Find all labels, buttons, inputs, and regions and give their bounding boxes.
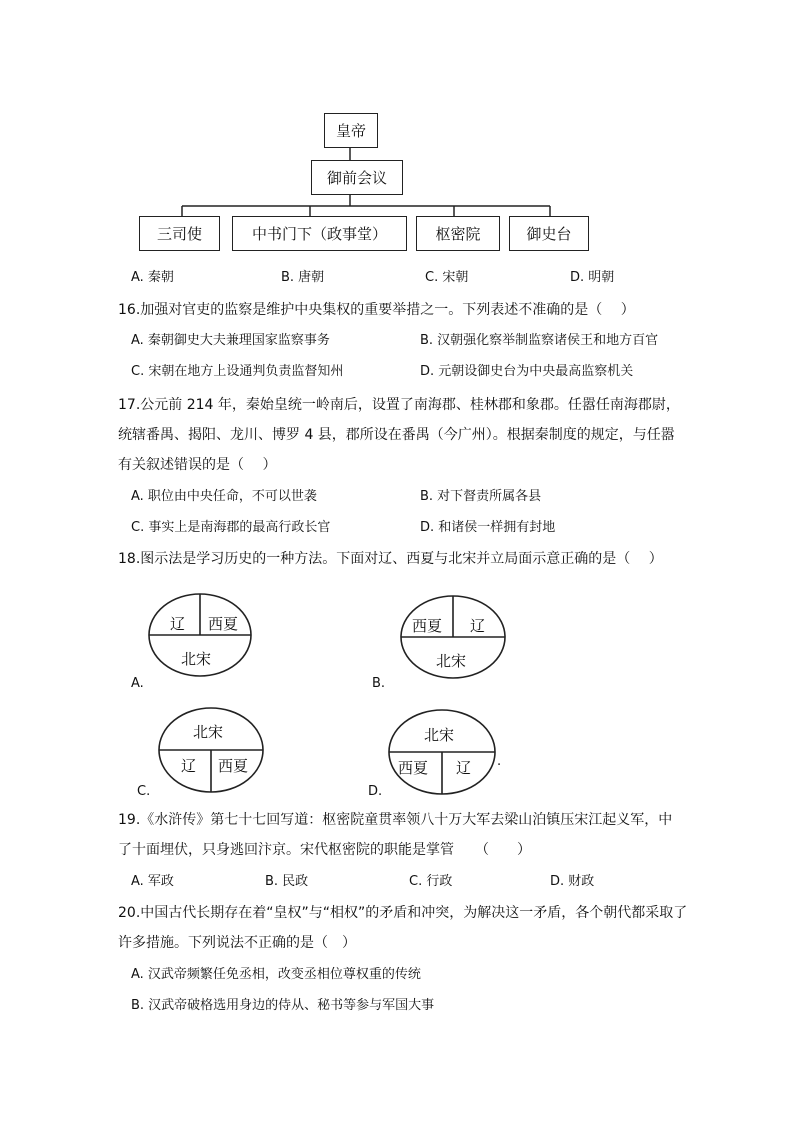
q19-option-c[interactable]: C. 行政 bbox=[409, 874, 453, 889]
q17-option-c[interactable]: C. 事实上是南海郡的最高行政长官 bbox=[131, 520, 331, 535]
q18-a-label-upper-left: 辽 bbox=[170, 615, 186, 633]
q19-option-a[interactable]: A. 军政 bbox=[131, 874, 174, 889]
q16-option-b[interactable]: B. 汉朝强化察举制监察诸侯王和地方百官 bbox=[420, 333, 659, 348]
q18-option-c[interactable]: C. bbox=[137, 784, 151, 799]
org-box-yushitai: 御史台 bbox=[509, 216, 589, 251]
q18-b-label-upper-right: 辽 bbox=[470, 617, 486, 635]
q18-c-label-upper: 北宋 bbox=[193, 723, 224, 741]
q18-diagram-d-circle bbox=[388, 709, 496, 795]
q18-trailing-mark: . bbox=[497, 754, 502, 769]
q20-stem-line-2: 许多措施。下列说法不正确的是（ ） bbox=[118, 935, 356, 951]
q18-c-label-lower-left: 辽 bbox=[181, 757, 197, 775]
q16-option-a[interactable]: A. 秦朝御史大夫兼理国家监察事务 bbox=[131, 333, 330, 348]
q16-option-c[interactable]: C. 宋朝在地方上设通判负责监督知州 bbox=[131, 364, 344, 379]
q15-option-b[interactable]: B. 唐朝 bbox=[281, 270, 325, 285]
org-box-sansishi: 三司使 bbox=[139, 216, 220, 251]
q17-option-b[interactable]: B. 对下督责所属各县 bbox=[420, 489, 542, 504]
q18-b-label-lower: 北宋 bbox=[436, 652, 467, 670]
q18-stem: 18.图示法是学习历史的一种方法。下面对辽、西夏与北宋并立局面示意正确的是（ ） bbox=[118, 551, 663, 567]
org-box-emperor: 皇帝 bbox=[324, 113, 378, 148]
q18-d-label-upper: 北宋 bbox=[424, 726, 455, 744]
q18-a-label-lower: 北宋 bbox=[181, 650, 212, 668]
org-box-shumiyuan: 枢密院 bbox=[416, 216, 500, 251]
q20-option-a[interactable]: A. 汉武帝频繁任免丞相，改变丞相位尊权重的传统 bbox=[131, 967, 421, 982]
org-box-imperial-council: 御前会议 bbox=[311, 160, 403, 195]
q18-option-a[interactable]: A. bbox=[131, 676, 144, 691]
q17-option-d[interactable]: D. 和诸侯一样拥有封地 bbox=[420, 520, 556, 535]
q18-option-d[interactable]: D. bbox=[368, 784, 383, 799]
q16-option-d[interactable]: D. 元朝设御史台为中央最高监察机关 bbox=[420, 364, 634, 379]
q17-stem-line-1: 17.公元前 214 年，秦始皇统一岭南后，设置了南海郡、桂林郡和象郡。任嚣任南海郡尉， bbox=[118, 397, 680, 413]
q19-stem-line-1: 19.《水浒传》第七十七回写道：枢密院童贯率领八十万大军去梁山泊镇压宋江起义军，中 bbox=[118, 812, 673, 828]
q19-stem-line-2: 了十面埋伏，只身逃回汴京。宋代枢密院的职能是掌管 （ ） bbox=[118, 842, 531, 858]
q15-option-d[interactable]: D. 明朝 bbox=[570, 270, 615, 285]
q17-option-a[interactable]: A. 职位由中央任命，不可以世袭 bbox=[131, 489, 317, 504]
q18-d-label-lower-right: 辽 bbox=[456, 759, 472, 777]
q20-option-b[interactable]: B. 汉武帝破格选用身边的侍从、秘书等参与军国大事 bbox=[131, 998, 435, 1013]
q15-option-a[interactable]: A. 秦朝 bbox=[131, 270, 174, 285]
q18-diagram-c-circle bbox=[158, 707, 264, 793]
q20-stem-line-1: 20.中国古代长期存在着“皇权”与“相权”的矛盾和冲突，为解决这一矛盾，各个朝代都采取了 bbox=[118, 905, 688, 921]
q18-option-b[interactable]: B. bbox=[372, 676, 386, 691]
q18-a-label-upper-right: 西夏 bbox=[208, 615, 239, 633]
q18-c-label-lower-right: 西夏 bbox=[218, 757, 249, 775]
q17-stem-line-2: 统辖番禺、揭阳、龙川、博罗 4 县，郡所设在番禺（今广州）。根据秦制度的规定，与任嚣 bbox=[118, 427, 675, 443]
q16-stem: 16.加强对官吏的监察是维护中央集权的重要举措之一。下列表述不准确的是（ ） bbox=[118, 302, 635, 318]
q17-stem-line-3: 有关叙述错误的是（ ） bbox=[118, 457, 277, 473]
org-box-zhongshu-menxia: 中书门下（政事堂） bbox=[232, 216, 407, 251]
q19-option-b[interactable]: B. 民政 bbox=[265, 874, 309, 889]
q18-b-label-upper-left: 西夏 bbox=[412, 617, 443, 635]
q15-option-c[interactable]: C. 宋朝 bbox=[425, 270, 469, 285]
q19-option-d[interactable]: D. 财政 bbox=[550, 874, 595, 889]
q18-d-label-lower-left: 西夏 bbox=[398, 759, 429, 777]
